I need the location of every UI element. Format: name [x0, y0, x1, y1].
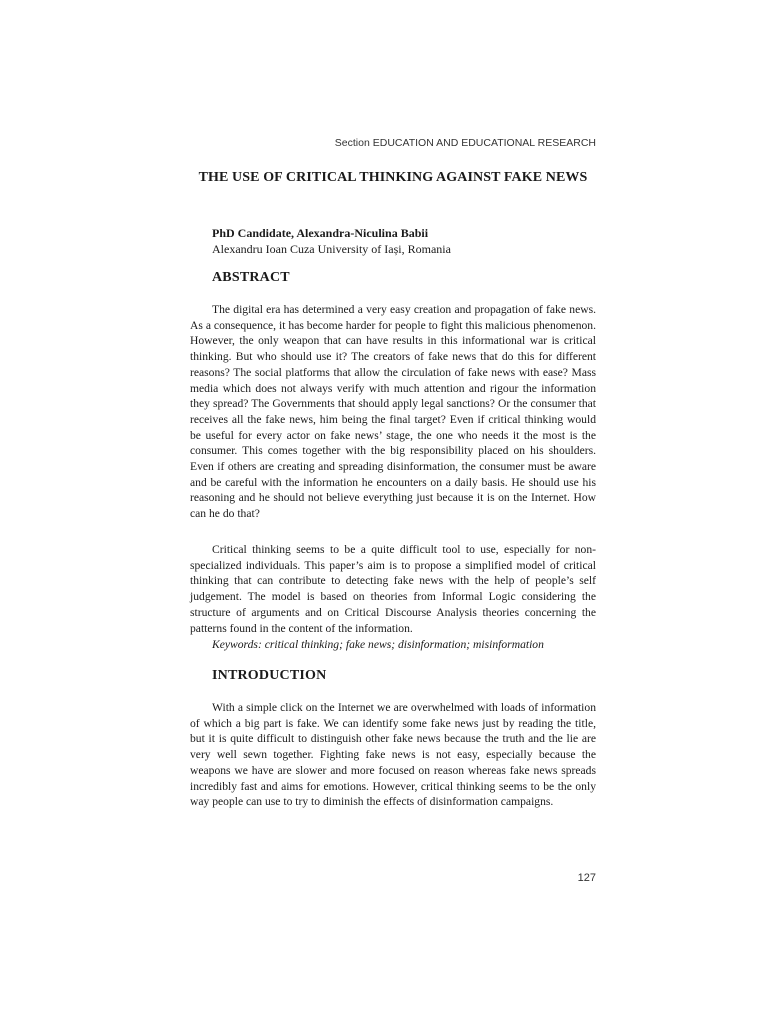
keywords-line: Keywords: critical thinking; fake news; disinformation; misinformation: [212, 638, 544, 651]
author-name: PhD Candidate, Alexandra-Niculina Babii: [212, 226, 429, 240]
author-affiliation: Alexandru Ioan Cuza University of Iași, Romania: [212, 242, 451, 256]
section-header: Section EDUCATION AND EDUCATIONAL RESEARCH: [334, 137, 596, 149]
page-number: 127: [577, 872, 596, 884]
introduction-heading: INTRODUCTION: [212, 668, 327, 683]
article-title: THE USE OF CRITICAL THINKING AGAINST FAKE NEWS: [198, 170, 588, 185]
abstract-paragraph-1: The digital era has determined a very easy creation and propagation of fake news. As a consequence, it has become harder for people to fight this malicious phenomenon. However, the only weapon that can have results in this informational war is critical thinking. But who should use it? The creators of fake news that do this for different reasons? The social platforms that allow the circulation of fake news with ease? Mass media which does not always verify with much attention and rigour the information they spread? The Governments that should apply legal sanctions? Or the consumer that receives all the fake news, him being the final target? Even if critical thinking would be useful for every actor on fake news’ stage, the one who needs it the most is the consumer. This comes together with the big responsibility placed on his shoulders. Even if others are creating and spreading disinformation, the consumer must be aware and be careful with the information he encounters on a daily basis. He should use his reasoning and he should not believe everything just because it is on the Internet. How can he do that?: [190, 303, 596, 521]
abstract-paragraph-2: Critical thinking seems to be a quite difficult tool to use, especially for non-specialized individuals. This paper’s aim is to propose a simplified model of critical thinking that can contribute to detecting fake news with the help of people’s self judgement. The model is based on theories from Informal Logic considering the structure of arguments and on Critical Discourse Analysis theories concerning the patterns found in the content of the information.: [190, 543, 596, 635]
abstract-heading: ABSTRACT: [212, 270, 290, 285]
introduction-paragraph-1: With a simple click on the Internet we are overwhelmed with loads of information of which a big part is fake. We can identify some fake news just by reading the title, but it is quite difficult to distinguish other fake news because the truth and the lie are very well sewn together. Fighting fake news is not easy, especially because the weapons we have are slower and more focused on reason whereas fake news spreads incredibly fast and aims for emotions. However, critical thinking seems to be the only way people can use to try to diminish the effects of disinformation campaigns.: [190, 701, 596, 809]
